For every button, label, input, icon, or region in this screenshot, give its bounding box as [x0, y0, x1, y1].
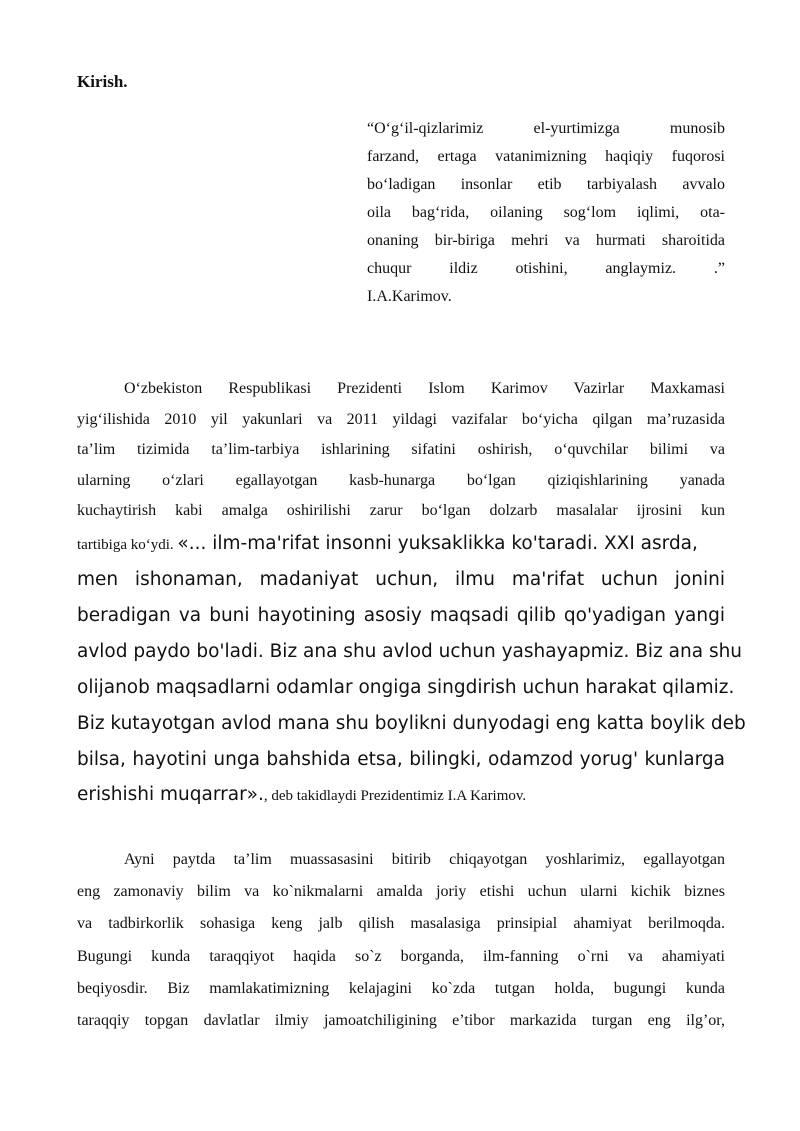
paragraph-line: ta’lim tizimida ta’lim-tarbiya ishlarining sifatini oshirish, o‘quvchilar bilimi va	[77, 441, 725, 458]
paragraph-line: eng zamonaviy bilim va ko`nikmalarni amalda joriy etishi uchun ularni kichik biznes	[77, 883, 725, 901]
quote-line: olijanob maqsadlarni odamlar ongiga singdirish uchun harakat qilamiz.	[77, 676, 735, 698]
epigraph-line: “O‘g‘il-qizlarimiz el-yurtimizga munosib	[367, 120, 725, 137]
epigraph-line: oila bag‘rida, oilaning sog‘lom iqlimi, ota-	[367, 204, 725, 221]
paragraph-line: O‘zbekiston Respublikasi Prezidenti Islom Karimov Vazirlar Maxkamasi	[124, 380, 725, 397]
quote-text: erishishi muqarrar».	[77, 783, 264, 805]
epigraph-author: I.A.Karimov.	[367, 288, 452, 305]
paragraph-line	[77, 527, 725, 562]
epigraph-line: farzand, ertaga vatanimizning haqiqiy fuqorosi	[367, 148, 725, 165]
paragraph-line: va tadbirkorlik sohasiga keng jalb qilish masalasiga prinsipial ahamiyat berilmoqda.	[77, 915, 725, 933]
quote-intro-text: tartibiga ko‘ydi.	[77, 536, 178, 553]
paragraph-line: Bugungi kunda taraqqiyot haqida so`z borganda, ilm-fanning o`rni va ahamiyati	[77, 947, 725, 965]
quote-line: men ishonaman, madaniyat uchun, ilmu ma'rifat uchun jonini	[77, 568, 725, 590]
quote-text: «... ilm-ma'rifat insonni yuksaklikka ko'taradi. XXI asrda,	[177, 532, 698, 554]
paragraph-education	[77, 844, 725, 1037]
attribution-text: , deb takidlaydi Prezidentimiz I.A Karimov.	[263, 787, 527, 804]
quote-last-line	[77, 778, 725, 813]
paragraph-line: ularning o‘zlari egallayotgan kasb-hunarga bo‘lgan qiziqishlarining yanada	[77, 471, 725, 489]
paragraph-line: Ayni paytda ta’lim muassasasini bitirib chiqayotgan yoshlarimiz, egallayotgan	[124, 851, 725, 868]
paragraph-line: kuchaytirish kabi amalga oshirilishi zarur bo‘lgan dolzarb masalalar ijrosini kun	[77, 502, 725, 519]
epigraph-line: chuqur ildiz otishini, anglaymiz. .”	[367, 260, 725, 277]
epigraph-line: bo‘ladigan insonlar etib tarbiyalash avvalo	[367, 176, 725, 193]
quote-line: bilsa, hayotini unga bahshida etsa, bilingki, odamzod yorug' kunlarga	[77, 748, 725, 770]
epigraph-line: onaning bir-biriga mehri va hurmati sharoitida	[367, 232, 725, 249]
paragraph-president-quote	[77, 374, 746, 813]
quote-line: Biz kutayotgan avlod mana shu boylikni dunyodagi eng katta boylik deb	[77, 712, 746, 734]
epigraph	[367, 115, 725, 311]
quote-line: avlod paydo bo'ladi. Biz ana shu avlod uchun yashayapmiz. Biz ana shu	[77, 640, 743, 662]
paragraph-line: beqiyosdir. Biz mamlakatimizning kelajagini ko`zda tutgan holda, bugungi kunda	[77, 979, 725, 997]
quote-line: beradigan va buni hayotining asosiy maqsadi qilib qo'yadigan yangi	[77, 604, 725, 626]
section-heading: Kirish.	[77, 72, 128, 91]
paragraph-line: yig‘ilishida 2010 yil yakunlari va 2011 yildagi vazifalar bo‘yicha qilgan ma’ruzasida	[77, 410, 725, 428]
paragraph-line: taraqqiy topgan davlatlar ilmiy jamoatchiligining e’tibor markazida turgan eng ilg’or,	[77, 1012, 725, 1030]
